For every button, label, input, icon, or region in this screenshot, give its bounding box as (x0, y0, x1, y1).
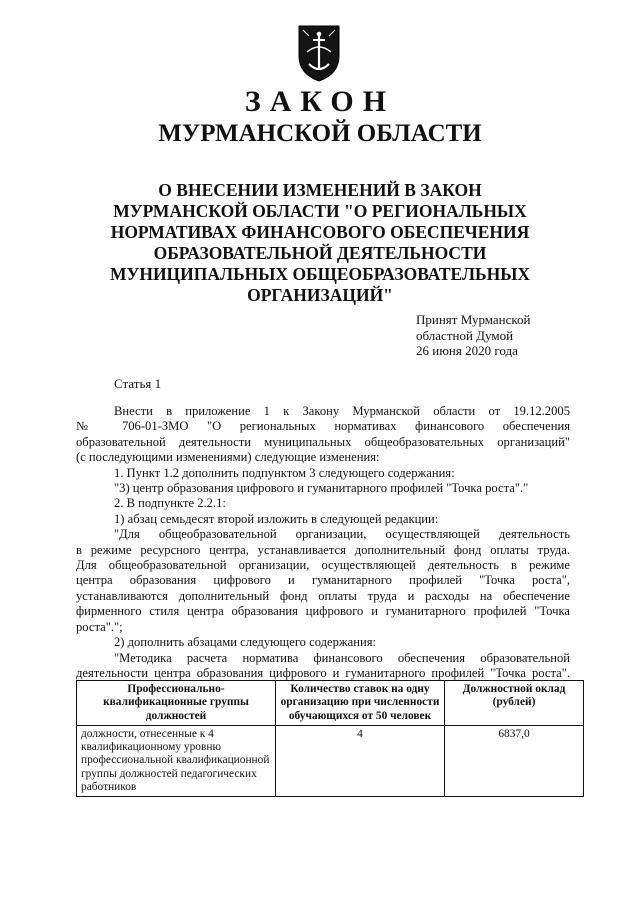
table-cell: 4 (276, 725, 445, 796)
body-line: "Методика расчета норматива финансового обеспечения образовательной (114, 650, 570, 665)
table-header-cell: Количество ставок на одну организацию при численности обучающихся от 50 человек (276, 681, 445, 726)
table-header-cell: Профессионально-квалификационные группы должностей (77, 681, 276, 726)
body-line: 2. В подпункте 2.2.1: (114, 496, 226, 511)
law-subject (90, 180, 550, 306)
article-body (76, 404, 570, 681)
body-line: роста"."; (76, 619, 123, 634)
table-header-row (77, 681, 584, 726)
body-line: (с последующими изменениями) следующие изменения: (76, 450, 380, 465)
body-line: в режиме ресурсного центра, устанавливается дополнительный фонд оплаты труда. (76, 542, 570, 557)
table-row (77, 725, 584, 796)
body-line: 1. Пункт 1.2 дополнить подпунктом 3 следующего содержания: (114, 465, 455, 480)
body-line: "3) центр образования цифрового и гуманитарного профилей "Точка роста"." (114, 481, 529, 496)
region-title: МУРМАНСКОЙ ОБЛАСТИ (158, 120, 482, 147)
adoption-date: 26 июня 2020 года (416, 343, 518, 358)
subject-line: О ВНЕСЕНИИ ИЗМЕНЕНИЙ В ЗАКОН (158, 180, 482, 200)
body-line: "Для общеобразовательной организации, осуществляющей деятельность (114, 527, 570, 542)
body-line: устанавливаются дополнительный фонд оплаты труда и расходы на обеспечение (76, 588, 570, 603)
article-title: Статья 1 (114, 376, 162, 391)
subject-line: МУНИЦИПАЛЬНЫХ ОБЩЕОБРАЗОВАТЕЛЬНЫХ (109, 264, 531, 284)
table-cell: 6837,0 (445, 725, 584, 796)
subject-line: МУРМАНСКОЙ ОБЛАСТИ "О РЕГИОНАЛЬНЫХ (113, 201, 527, 221)
body-line: центра образования цифрового и гуманитарного профилей "Точка роста", (76, 573, 570, 588)
coat-of-arms-icon (291, 22, 347, 84)
adoption-line: Принят Мурманской (416, 312, 531, 327)
body-line: образовательной деятельности муниципальных общеобразовательных организаций" (76, 434, 570, 449)
subject-line: ОРГАНИЗАЦИЙ" (247, 285, 393, 305)
subject-line: ОБРАЗОВАТЕЛЬНОЙ ДЕЯТЕЛЬНОСТИ (153, 243, 487, 263)
body-line: деятельности центра образования цифрового и гуманитарного профилей "Точка роста". (76, 665, 570, 680)
adoption-line: областной Думой (416, 327, 514, 343)
body-line: Внести в приложение 1 к Закону Мурманской области от 19.12.2005 (114, 404, 570, 418)
norms-table (76, 680, 584, 797)
subject-line: НОРМАТИВАХ ФИНАНСОВОГО ОБЕСПЕЧЕНИЯ (110, 222, 530, 242)
table-header-cell: Должностной оклад (рублей) (445, 681, 584, 726)
table-cell: должности, отнесенные к 4 квалификационному уровню профессиональной квалификационной группы должностей педагогических работников (77, 725, 276, 796)
body-line: 1) абзац семьдесят второй изложить в следующей редакции: (114, 511, 439, 526)
body-line: 2) дополнить абзацами следующего содержания: (114, 635, 376, 650)
body-line: Для общеобразовательной организации, осуществляющей деятельность в режиме (76, 558, 570, 573)
law-title: ЗАКОН (244, 85, 396, 118)
adoption-note (416, 312, 596, 359)
body-line: фирменного стиля центра образования цифрового и гуманитарного профилей "Точка (76, 604, 570, 619)
body-line: № 706-01-ЗМО "О региональных нормативах финансового обеспечения (76, 419, 570, 434)
